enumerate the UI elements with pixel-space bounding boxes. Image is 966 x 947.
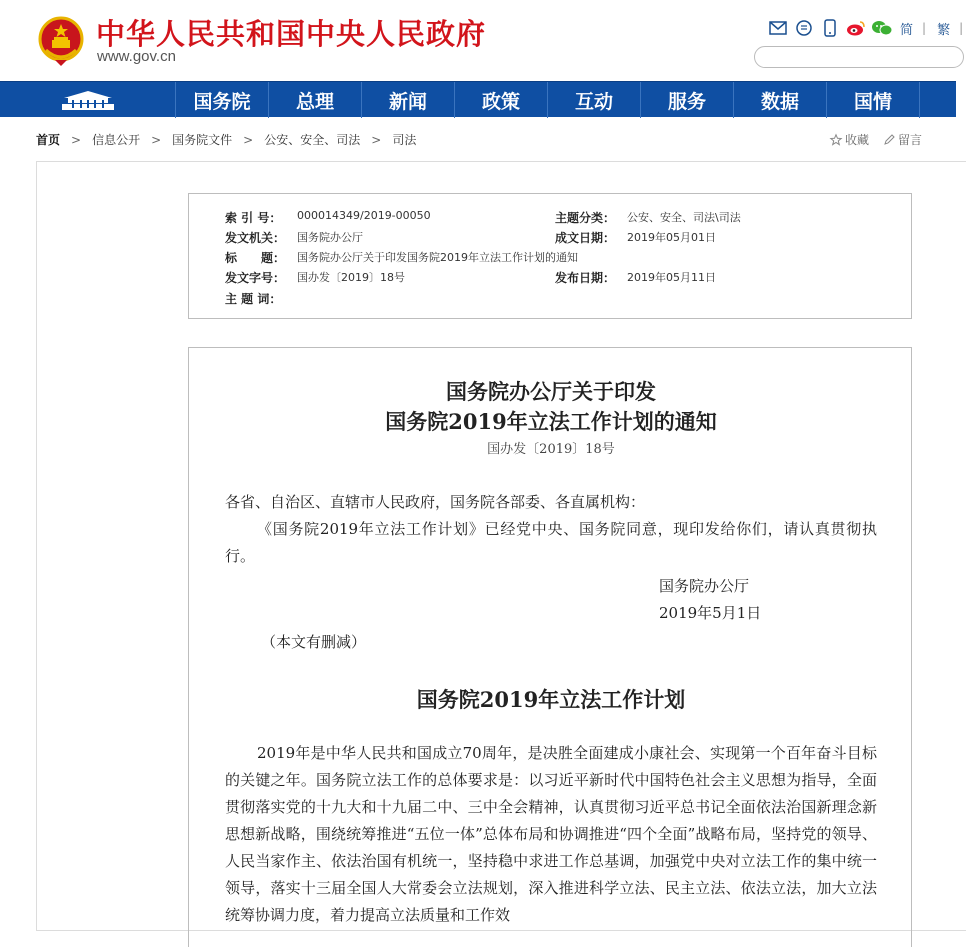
created-date-label: 成文日期： (555, 231, 616, 245)
addressee: 各省、自治区、直辖市人民政府，国务院各部委、各直属机构： (225, 493, 646, 511)
favorite-label: 收藏 (845, 133, 870, 147)
nav-item-news[interactable]: 新闻 (362, 82, 455, 118)
comment-label: 留言 (898, 133, 923, 147)
lang-traditional-link[interactable]: 繁 (937, 22, 951, 38)
doc-number: 国办发〔2019〕18号 (487, 442, 615, 457)
published-date-value: 2019年05月11日 (627, 271, 716, 284)
top-icon-bar (768, 18, 966, 38)
signer: 国务院办公厅 (659, 577, 750, 595)
breadcrumb-separator: > (71, 132, 82, 147)
issuer-value: 国务院办公厅 (297, 231, 363, 244)
nav-item-interaction[interactable]: 互动 (548, 82, 641, 118)
weibo-icon[interactable] (846, 18, 866, 38)
nav-item-data[interactable]: 数据 (734, 82, 827, 118)
document-info-box (188, 193, 912, 319)
index-label: 索 引 号： (225, 211, 282, 225)
breadcrumb-separator: > (151, 132, 162, 147)
plan-paragraph: 2019年是中华人民共和国成立70周年，是决胜全面建成小康社会、实现第一个百年奋斗目标的关键之年。国务院立法工作的总体要求是：以习近平新时代中国特色社会主义思想为指导，全面贯彻落实党的十九大和十九届二中、三中全会精神，认真贯彻习近平总书记全面依法治国新理念新思想新战略，围绕统筹推进“五位一体”总体布局和协调推进“四个全面”战略布局，坚持党的领导、人民当家作主、依法治国有机统一，坚持稳中求进工作总基调，加强党中央对立法工作的集中统一领导，落实十三届全国人大常委会立法规划，深入推进科学立法、民主立法、依法立法，加大立法统筹协调力度，着力提高立法质量和工作效 (225, 744, 877, 924)
nav-item-policy[interactable]: 政策 (455, 82, 548, 118)
published-date-label: 发布日期： (555, 271, 616, 285)
tiananmen-icon (58, 88, 118, 112)
nav-item-premier[interactable]: 总理 (269, 82, 362, 118)
lang-simplified-link[interactable]: 简 (900, 22, 914, 38)
issuer-label: 发文机关： (225, 231, 286, 245)
document-body (188, 347, 912, 947)
doc-title-line1: 国务院办公厅关于印发 (446, 379, 656, 404)
title-value: 国务院办公厅关于印发国务院2019年立法工作计划的通知 (297, 251, 578, 264)
page-tools (830, 131, 922, 148)
national-emblem-icon[interactable] (38, 16, 84, 66)
pencil-icon (883, 134, 895, 146)
breadcrumb-separator: > (243, 132, 254, 147)
breadcrumb-home[interactable]: 首页 (36, 133, 61, 147)
breadcrumb (36, 131, 416, 148)
nav-item-services[interactable]: 服务 (641, 82, 734, 118)
mail-icon[interactable] (768, 18, 788, 38)
category-value: 公安、安全、司法\司法 (627, 211, 741, 224)
keywords-label: 主 题 词： (225, 292, 282, 306)
category-label: 主题分类： (555, 211, 616, 225)
mobile-icon[interactable] (820, 18, 840, 38)
site-header (0, 0, 964, 80)
lang-separator: | (959, 21, 964, 35)
comment-button[interactable] (883, 131, 922, 148)
nav-home-button[interactable] (0, 82, 176, 118)
site-url[interactable]: www.gov.cn (97, 48, 176, 65)
index-value: 000014349/2019-00050 (297, 209, 431, 222)
search-input[interactable] (754, 46, 964, 68)
star-icon (830, 134, 842, 146)
breadcrumb-state-council-docs[interactable]: 国务院文件 (172, 133, 233, 147)
doc-number-label: 发文字号： (225, 271, 286, 285)
breadcrumb-public-security[interactable]: 公安、安全、司法 (264, 133, 361, 147)
favorite-button[interactable] (830, 131, 869, 148)
wechat-icon[interactable] (872, 18, 892, 38)
lang-separator: | (922, 21, 927, 35)
nav-item-national-info[interactable]: 国情 (827, 82, 920, 118)
breadcrumb-separator: > (371, 132, 382, 147)
breadcrumb-info-disclosure[interactable]: 信息公开 (92, 133, 141, 147)
site-title[interactable]: 中华人民共和国中央人民政府 (96, 17, 487, 51)
doc-number-value: 国办发〔2019〕18号 (297, 271, 405, 284)
nav-item-state-council[interactable]: 国务院 (176, 82, 269, 118)
title-label: 标 题： (225, 251, 286, 265)
message-icon[interactable] (794, 18, 814, 38)
breadcrumb-judiciary[interactable]: 司法 (392, 133, 417, 147)
note: （本文有删减） (261, 633, 367, 651)
sign-date: 2019年5月1日 (659, 604, 762, 622)
doc-title-line2: 国务院2019年立法工作计划的通知 (385, 409, 717, 434)
created-date-value: 2019年05月01日 (627, 231, 716, 244)
main-nav (0, 81, 956, 117)
body-paragraph: 《国务院2019年立法工作计划》已经党中央、国务院同意，现印发给你们，请认真贯彻执行。 (225, 520, 877, 565)
plan-title: 国务院2019年立法工作计划 (416, 687, 686, 712)
